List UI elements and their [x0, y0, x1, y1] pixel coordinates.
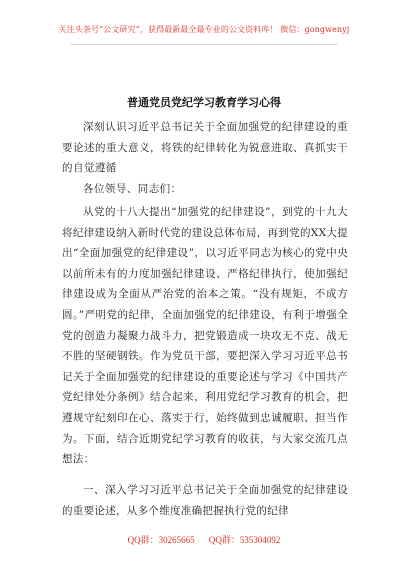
header-divider — [70, 44, 338, 45]
paragraph-subtitle: 深刻认识习近平总书记关于全面加强党的纪律建设的重要论述的重大意义，将铁的纪律转化为锐意进取、真抓实干的自觉遵循 — [62, 121, 348, 175]
paragraph-salutation: 各位领导、同志们： — [83, 183, 182, 195]
document-title: 普通党员党纪学习教育学习心得 — [127, 96, 281, 109]
footer-qq-group-1: QQ群：30265665 — [127, 535, 195, 545]
footer — [0, 533, 408, 546]
paragraph-section-heading: 一、深入学习习近平总书记关于全面加强党的纪律建设的重要论述，从多个维度准确把握执行党的纪律 — [62, 484, 348, 517]
header-banner: 关注头条号“公文研究”，获得最新最全最专业的公文资料库！ 微信：gongwenyj — [58, 25, 350, 34]
paragraph-body: 从党的十八大提出“加强党的纪律建设”，到党的十九大将纪律建设纳入新时代党的建设总体布局，再到党的XX大提出“全面加强党的纪律建设”，以习近平同志为核心的党中央以前所未有的力度加强纪律建设、严格纪律执行，使加强纪律建设成为全面从严治党的治本之策。“没有规矩，不成方圆。”严明党的纪律，全面加强党的纪律建设，有利于增强全党的创造力凝聚力战斗力，把党锻造成一块攻无不克、战无不胜的坚硬钢铁。作为党员干部，要把深入学习习近平总书记关于全面加强党的纪律建设的重要论述与学习《中国共产党纪律处分条例》结合起来，利用党纪学习教育的机会，把遵规守纪刻印在心、落实于行，始终做到忠诚履职、担当作为。下面，结合近期党纪学习教育的收获，与大家交流几点想法： — [62, 206, 348, 466]
footer-qq-group-2: QQ群：535304092 — [208, 535, 281, 545]
